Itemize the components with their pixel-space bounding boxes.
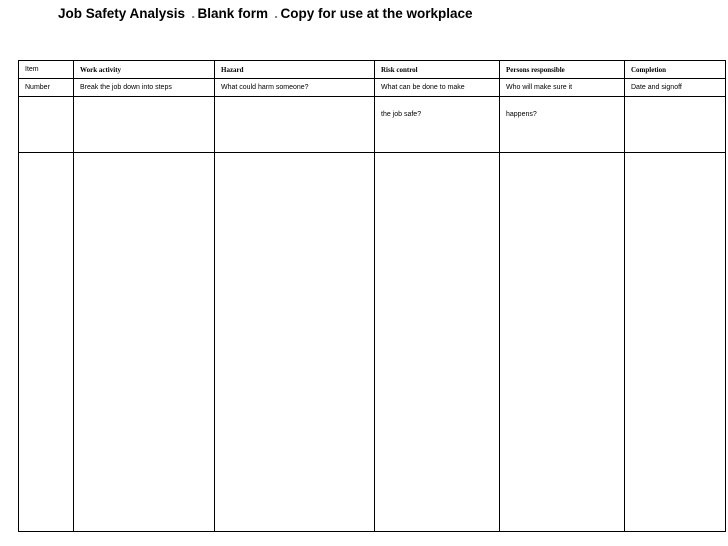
title-main: Job Safety Analysis bbox=[58, 6, 186, 21]
header-work-activity: Work activity bbox=[74, 61, 215, 79]
header-risk-control: Risk control bbox=[375, 61, 500, 79]
table-cell bbox=[19, 97, 74, 153]
blank-cell-item[interactable] bbox=[19, 153, 74, 532]
blank-entry-row bbox=[19, 153, 726, 532]
title-part3: Copy for use at the workplace bbox=[280, 6, 473, 21]
blank-cell-work-activity[interactable] bbox=[74, 153, 215, 532]
table-row bbox=[19, 79, 726, 97]
header-row bbox=[19, 61, 726, 79]
title-separator: - bbox=[274, 12, 278, 21]
blank-cell-hazard[interactable] bbox=[215, 153, 375, 532]
blank-cell-persons-responsible[interactable] bbox=[500, 153, 625, 532]
blank-cell-completion[interactable] bbox=[625, 153, 726, 532]
header-hazard: Hazard bbox=[215, 61, 375, 79]
jsa-table bbox=[18, 60, 726, 532]
title-separator: - bbox=[191, 12, 195, 21]
cell-work-activity-hint: Break the job down into steps bbox=[74, 79, 215, 97]
cell-persons-hint-cont: happens? bbox=[500, 97, 625, 153]
table-cell bbox=[625, 97, 726, 153]
cell-hazard-hint: What could harm someone? bbox=[215, 79, 375, 97]
blank-cell-risk-control[interactable] bbox=[375, 153, 500, 532]
cell-completion-hint: Date and signoff bbox=[625, 79, 726, 97]
cell-persons-hint: Who will make sure it bbox=[500, 79, 625, 97]
title-part2: Blank form bbox=[197, 6, 269, 21]
cell-risk-control-hint: What can be done to make bbox=[375, 79, 500, 97]
table-row bbox=[19, 97, 726, 153]
table-cell bbox=[74, 97, 215, 153]
header-item: Item bbox=[19, 61, 74, 79]
page-title bbox=[58, 6, 473, 21]
table-cell bbox=[215, 97, 375, 153]
header-completion: Completion bbox=[625, 61, 726, 79]
cell-number: Number bbox=[19, 79, 74, 97]
cell-risk-control-hint-cont: the job safe? bbox=[375, 97, 500, 153]
header-persons-responsible: Persons responsible bbox=[500, 61, 625, 79]
